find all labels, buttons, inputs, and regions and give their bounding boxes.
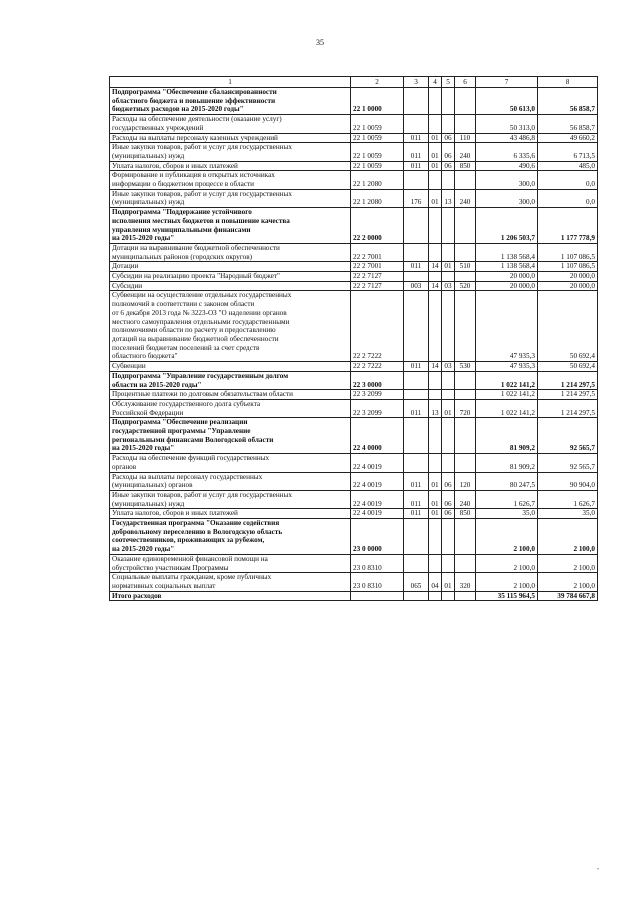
row-name-cell: Расходы на обеспечение функций государственных органов — [110, 454, 351, 472]
section-cell: 14 — [429, 262, 442, 272]
table-row — [110, 490, 598, 508]
department-code-cell: 011 — [404, 509, 429, 519]
expense-type-cell: 240 — [455, 490, 476, 508]
column-number: 5 — [442, 77, 455, 88]
amount-col8-cell: 2 100,0 — [538, 554, 598, 572]
department-code-cell — [404, 272, 429, 282]
table-row — [110, 272, 598, 282]
department-code-cell: 003 — [404, 281, 429, 291]
expense-type-cell — [455, 554, 476, 572]
table-row — [110, 390, 598, 400]
row-name-cell: Оказание единовременной финансовой помощи на обустройство участникам Программы — [110, 554, 351, 572]
amount-col7-cell: 20 000,0 — [476, 272, 538, 282]
section-cell: 01 — [429, 133, 442, 143]
row-name-cell: Подпрограмма "Поддержание устойчивого исполнения местных бюджетов и повышение качества управления муниципальными финансами на 2015-2020 годы" — [110, 208, 351, 244]
table-row — [110, 208, 598, 244]
amount-col7-cell: 1 022 141,2 — [476, 399, 538, 417]
subsection-cell — [442, 115, 455, 133]
expense-type-cell — [455, 171, 476, 189]
department-code-cell: 011 — [404, 472, 429, 490]
amount-col8-cell: 0,0 — [538, 189, 598, 207]
subsection-cell — [442, 554, 455, 572]
column-number: 8 — [538, 77, 598, 88]
margin-mark: " — [597, 868, 600, 874]
row-name-cell: Субсидии — [110, 281, 351, 291]
amount-col8-cell: 20 000,0 — [538, 281, 598, 291]
target-article-cell: 22 3 2099 — [351, 390, 404, 400]
section-cell: 01 — [429, 143, 442, 161]
expense-type-cell: 850 — [455, 161, 476, 171]
expense-type-cell: 520 — [455, 281, 476, 291]
expense-type-cell — [455, 390, 476, 400]
column-number: 1 — [110, 77, 351, 88]
section-cell: 04 — [429, 573, 442, 591]
subsection-cell: 06 — [442, 161, 455, 171]
amount-col7-cell: 490,6 — [476, 161, 538, 171]
target-article-cell: 22 1 0059 — [351, 133, 404, 143]
amount-col7-cell: 35 115 964,5 — [476, 591, 538, 601]
section-cell — [429, 371, 442, 389]
subsection-cell — [442, 371, 455, 389]
department-code-cell — [404, 171, 429, 189]
amount-col7-cell: 43 486,8 — [476, 133, 538, 143]
subsection-cell: 06 — [442, 143, 455, 161]
department-code-cell — [404, 115, 429, 133]
amount-col7-cell: 50 613,0 — [476, 88, 538, 115]
amount-col8-cell: 6 713,5 — [538, 143, 598, 161]
target-article-cell: 22 2 7222 — [351, 291, 404, 362]
section-cell — [429, 115, 442, 133]
expense-type-cell: 850 — [455, 509, 476, 519]
section-cell: 01 — [429, 161, 442, 171]
amount-col7-cell: 2 100,0 — [476, 573, 538, 591]
table-row — [110, 171, 598, 189]
amount-col8-cell: 39 784 667,8 — [538, 591, 598, 601]
target-article-cell: 22 1 2080 — [351, 189, 404, 207]
section-cell: 14 — [429, 362, 442, 372]
amount-col7-cell: 47 935,3 — [476, 291, 538, 362]
section-cell: 01 — [429, 490, 442, 508]
expense-type-cell — [455, 418, 476, 454]
subsection-cell — [442, 519, 455, 555]
department-code-cell: 011 — [404, 133, 429, 143]
target-article-cell: 22 1 0059 — [351, 143, 404, 161]
row-name-cell: Субсидии на реализацию проекта "Народный бюджет" — [110, 272, 351, 282]
subsection-cell — [442, 291, 455, 362]
subsection-cell: 01 — [442, 262, 455, 272]
row-name-cell: Расходы на обеспечение деятельности (оказание услуг) государственных учреждений — [110, 115, 351, 133]
amount-col8-cell: 1 214 297,5 — [538, 371, 598, 389]
department-code-cell — [404, 371, 429, 389]
section-cell — [429, 291, 442, 362]
amount-col8-cell: 1 214 297,5 — [538, 390, 598, 400]
table-row — [110, 573, 598, 591]
row-name-cell: Итого расходов — [110, 591, 351, 601]
amount-col8-cell: 50 692,4 — [538, 291, 598, 362]
target-article-cell: 22 3 2099 — [351, 399, 404, 417]
expense-type-cell — [455, 272, 476, 282]
section-cell — [429, 418, 442, 454]
amount-col7-cell: 1 206 503,7 — [476, 208, 538, 244]
expense-type-cell: 240 — [455, 189, 476, 207]
row-name-cell: Процентные платежи по долговым обязательствам области — [110, 390, 351, 400]
row-name-cell: Иные закупки товаров, работ и услуг для государственных (муниципальных) нужд — [110, 189, 351, 207]
section-cell — [429, 88, 442, 115]
amount-col8-cell: 90 904,0 — [538, 472, 598, 490]
target-article-cell: 22 4 0019 — [351, 490, 404, 508]
subsection-cell: 13 — [442, 189, 455, 207]
amount-col7-cell: 300,0 — [476, 189, 538, 207]
department-code-cell — [404, 390, 429, 400]
table-row — [110, 399, 598, 417]
row-name-cell: Уплата налогов, сборов и иных платежей — [110, 161, 351, 171]
amount-col8-cell: 1 107 086,5 — [538, 262, 598, 272]
row-name-cell: Расходы на выплаты персоналу казенных учреждений — [110, 133, 351, 143]
subsection-cell: 06 — [442, 509, 455, 519]
total-row — [110, 591, 598, 601]
table-row — [110, 161, 598, 171]
subsection-cell: 06 — [442, 133, 455, 143]
table-row — [110, 291, 598, 362]
expense-type-cell: 240 — [455, 143, 476, 161]
table-row — [110, 362, 598, 372]
column-number: 3 — [404, 77, 429, 88]
table-row — [110, 262, 598, 272]
expense-type-cell — [455, 291, 476, 362]
section-cell — [429, 171, 442, 189]
section-cell: 13 — [429, 399, 442, 417]
section-cell — [429, 272, 442, 282]
expense-type-cell: 720 — [455, 399, 476, 417]
expense-type-cell: 110 — [455, 133, 476, 143]
amount-col7-cell: 6 335,6 — [476, 143, 538, 161]
amount-col7-cell: 300,0 — [476, 171, 538, 189]
subsection-cell: 01 — [442, 399, 455, 417]
row-name-cell: Подпрограмма "Обеспечение реализации государственной программы "Управление региональными финансами Вологодской области на 2015-2020 годы" — [110, 418, 351, 454]
subsection-cell — [442, 208, 455, 244]
row-name-cell: Субвенции — [110, 362, 351, 372]
amount-col8-cell: 50 692,4 — [538, 362, 598, 372]
subsection-cell: 06 — [442, 472, 455, 490]
amount-col7-cell: 81 909,2 — [476, 418, 538, 454]
row-name-cell: Социальные выплаты гражданам, кроме публичных нормативных социальных выплат — [110, 573, 351, 591]
subsection-cell — [442, 454, 455, 472]
row-name-cell: Формирование и публикация в открытых источниках информации о бюджетном процессе в области — [110, 171, 351, 189]
column-number: 7 — [476, 77, 538, 88]
section-cell — [429, 243, 442, 261]
amount-col8-cell: 92 565,7 — [538, 454, 598, 472]
amount-col7-cell: 1 022 141,2 — [476, 371, 538, 389]
table-row — [110, 418, 598, 454]
column-number-row — [110, 77, 598, 88]
department-code-cell — [404, 554, 429, 572]
section-cell — [429, 554, 442, 572]
target-article-cell: 22 2 0000 — [351, 208, 404, 244]
subsection-cell: 06 — [442, 490, 455, 508]
table-row — [110, 509, 598, 519]
amount-col8-cell: 56 858,7 — [538, 88, 598, 115]
amount-col7-cell: 2 100,0 — [476, 519, 538, 555]
target-article-cell: 23 0 0000 — [351, 519, 404, 555]
department-code-cell — [404, 591, 429, 601]
subsection-cell: 01 — [442, 573, 455, 591]
target-article-cell: 22 2 7001 — [351, 243, 404, 261]
target-article-cell: 22 4 0019 — [351, 509, 404, 519]
amount-col8-cell: 1 626,7 — [538, 490, 598, 508]
table-row — [110, 554, 598, 572]
table-row — [110, 281, 598, 291]
target-article-cell: 23 0 8310 — [351, 573, 404, 591]
target-article-cell: 22 1 0059 — [351, 115, 404, 133]
department-code-cell: 011 — [404, 161, 429, 171]
table-row — [110, 519, 598, 555]
department-code-cell — [404, 519, 429, 555]
table-row — [110, 189, 598, 207]
section-cell — [429, 454, 442, 472]
subsection-cell — [442, 390, 455, 400]
target-article-cell: 22 2 7001 — [351, 262, 404, 272]
column-number: 2 — [351, 77, 404, 88]
table-row — [110, 472, 598, 490]
row-name-cell: Обслуживание государственного долга субъекта Российской Федерации — [110, 399, 351, 417]
table-row — [110, 143, 598, 161]
amount-col8-cell: 1 177 778,9 — [538, 208, 598, 244]
expense-type-cell — [455, 519, 476, 555]
amount-col8-cell: 56 858,7 — [538, 115, 598, 133]
expense-type-cell — [455, 115, 476, 133]
subsection-cell — [442, 88, 455, 115]
department-code-cell — [404, 291, 429, 362]
department-code-cell — [404, 88, 429, 115]
target-article-cell: 22 1 2080 — [351, 171, 404, 189]
section-cell: 01 — [429, 472, 442, 490]
target-article-cell: 23 0 8310 — [351, 554, 404, 572]
subsection-cell — [442, 591, 455, 601]
subsection-cell — [442, 418, 455, 454]
table-row — [110, 371, 598, 389]
table-row — [110, 243, 598, 261]
budget-table — [109, 76, 598, 601]
row-name-cell: Подпрограмма "Обеспечение сбалансированности областного бюджета и повышение эффективности бюджетных расходов на 2015-2020 годы" — [110, 88, 351, 115]
target-article-cell: 22 2 7127 — [351, 281, 404, 291]
target-article-cell — [351, 591, 404, 601]
amount-col7-cell: 1 138 568,4 — [476, 262, 538, 272]
column-number: 6 — [455, 77, 476, 88]
amount-col8-cell: 35,0 — [538, 509, 598, 519]
department-code-cell: 011 — [404, 399, 429, 417]
subsection-cell — [442, 272, 455, 282]
department-code-cell: 011 — [404, 362, 429, 372]
row-name-cell: Подпрограмма "Управление государственным долгом области на 2015-2020 годы" — [110, 371, 351, 389]
subsection-cell — [442, 243, 455, 261]
amount-col8-cell: 49 660,2 — [538, 133, 598, 143]
expense-type-cell — [455, 208, 476, 244]
amount-col8-cell: 1 214 297,5 — [538, 399, 598, 417]
department-code-cell — [404, 418, 429, 454]
subsection-cell — [442, 171, 455, 189]
amount-col7-cell: 47 935,3 — [476, 362, 538, 372]
amount-col7-cell: 50 313,0 — [476, 115, 538, 133]
section-cell — [429, 208, 442, 244]
section-cell: 01 — [429, 189, 442, 207]
department-code-cell: 176 — [404, 189, 429, 207]
target-article-cell: 22 2 7127 — [351, 272, 404, 282]
row-name-cell: Субвенции на осуществление отдельных государственных полномочий в соответствии с законом области от 6 декабря 2013 года № 3223-ОЗ "О наделении органов местного самоуправления отдельными государственными полномочиями области по расчету и предоставлению дотаций на выравнивание бюджетной обеспеченности поселений бюджетам поселений за счет средств областного бюджета" — [110, 291, 351, 362]
target-article-cell: 22 3 0000 — [351, 371, 404, 389]
amount-col8-cell: 92 565,7 — [538, 418, 598, 454]
row-name-cell: Уплата налогов, сборов и иных платежей — [110, 509, 351, 519]
amount-col7-cell: 1 626,7 — [476, 490, 538, 508]
row-name-cell: Иные закупки товаров, работ и услуг для государственных (муниципальных) нужд — [110, 490, 351, 508]
amount-col8-cell: 20 000,0 — [538, 272, 598, 282]
subsection-cell: 03 — [442, 281, 455, 291]
target-article-cell: 22 4 0019 — [351, 454, 404, 472]
amount-col8-cell: 2 100,0 — [538, 573, 598, 591]
amount-col7-cell: 1 138 568,4 — [476, 243, 538, 261]
expense-type-cell — [455, 591, 476, 601]
department-code-cell: 011 — [404, 143, 429, 161]
target-article-cell: 22 2 7222 — [351, 362, 404, 372]
department-code-cell: 011 — [404, 262, 429, 272]
table-row — [110, 133, 598, 143]
amount-col7-cell: 80 247,5 — [476, 472, 538, 490]
department-code-cell — [404, 454, 429, 472]
page-number: 35 — [316, 38, 324, 47]
row-name-cell: Государственная программа "Оказание содействия добровольному переселению в Вологодскую область соотечественников, проживающих за рубежом, на 2015-2020 годы" — [110, 519, 351, 555]
target-article-cell: 22 4 0019 — [351, 472, 404, 490]
row-name-cell: Иные закупки товаров, работ и услуг для государственных (муниципальных) нужд — [110, 143, 351, 161]
expense-type-cell — [455, 88, 476, 115]
section-cell — [429, 591, 442, 601]
department-code-cell — [404, 208, 429, 244]
target-article-cell: 22 4 0000 — [351, 418, 404, 454]
expense-type-cell: 320 — [455, 573, 476, 591]
section-cell — [429, 519, 442, 555]
expense-type-cell — [455, 371, 476, 389]
amount-col8-cell: 2 100,0 — [538, 519, 598, 555]
amount-col7-cell: 81 909,2 — [476, 454, 538, 472]
target-article-cell: 22 1 0059 — [351, 161, 404, 171]
amount-col7-cell: 35,0 — [476, 509, 538, 519]
section-cell — [429, 390, 442, 400]
row-name-cell: Дотации — [110, 262, 351, 272]
department-code-cell: 065 — [404, 573, 429, 591]
table-row — [110, 454, 598, 472]
expense-type-cell: 510 — [455, 262, 476, 272]
amount-col7-cell: 1 022 141,2 — [476, 390, 538, 400]
section-cell: 01 — [429, 509, 442, 519]
department-code-cell: 011 — [404, 490, 429, 508]
target-article-cell: 22 1 0000 — [351, 88, 404, 115]
subsection-cell: 03 — [442, 362, 455, 372]
department-code-cell — [404, 243, 429, 261]
expense-type-cell — [455, 454, 476, 472]
expense-type-cell — [455, 243, 476, 261]
column-number: 4 — [429, 77, 442, 88]
amount-col7-cell: 2 100,0 — [476, 554, 538, 572]
table-row — [110, 88, 598, 115]
amount-col8-cell: 0,0 — [538, 171, 598, 189]
table-row — [110, 115, 598, 133]
expense-type-cell: 120 — [455, 472, 476, 490]
expense-type-cell: 530 — [455, 362, 476, 372]
amount-col7-cell: 20 000,0 — [476, 281, 538, 291]
row-name-cell: Дотации на выравнивание бюджетной обеспеченности муниципальных районов (городских округов) — [110, 243, 351, 261]
amount-col8-cell: 485,0 — [538, 161, 598, 171]
section-cell: 14 — [429, 281, 442, 291]
amount-col8-cell: 1 107 086,5 — [538, 243, 598, 261]
row-name-cell: Расходы на выплаты персоналу государственных (муниципальных) органов — [110, 472, 351, 490]
